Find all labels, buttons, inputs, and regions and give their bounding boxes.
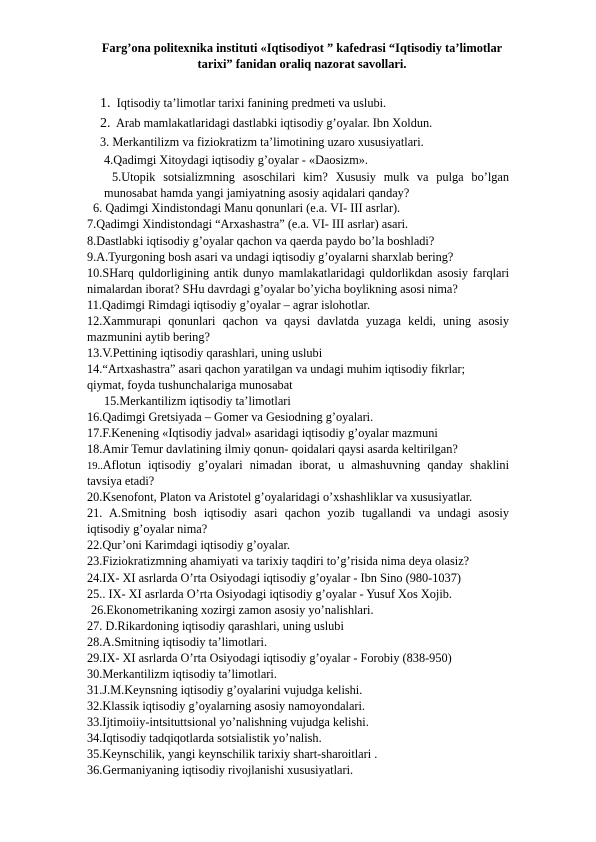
question-text: Arab mamlakatlaridagi dastlabki iqtisodiy g’oyalar. Ibn Xoldun. (115, 116, 433, 130)
question-number: 5. (112, 170, 122, 184)
question-number: 19.. (87, 461, 103, 472)
list-item (87, 265, 509, 281)
question-number: 32. (87, 699, 103, 713)
list-item (87, 489, 472, 505)
list-item (87, 762, 353, 778)
question-number: 20. (87, 490, 103, 504)
list-item (100, 115, 432, 132)
question-number: 18. (87, 442, 103, 456)
question-text-line-2: mazmunini aytib bering? (87, 330, 210, 344)
question-text: J.M.Keynsning iqtisodiy g’oyalarini vujudga kelishi. (102, 683, 363, 697)
list-item (87, 698, 365, 714)
question-number: 9. (87, 250, 97, 264)
list-item (100, 95, 386, 112)
question-text: Qadimgi Gretsiyada – Gomer va Gesiodning g’oyalari. (102, 410, 374, 424)
list-item (87, 409, 373, 425)
question-text: Merkantilizm iqtisodiy ta’limotlari (119, 394, 291, 408)
list-item (112, 169, 509, 185)
question-number: 8. (87, 234, 97, 248)
question-text: Germaniyaning iqtisodiy rivojlanishi xususiyatlari. (102, 763, 354, 777)
list-item (87, 553, 469, 569)
question-text-line-1: Aflotun iqtisodiy g’oyalari nimadan iborat, u almashuvning qanday shaklini (102, 458, 509, 472)
list-item (104, 393, 291, 409)
list-item (87, 216, 408, 232)
question-text: Keynschilik, yangi keynschilik tarixiy shart-sharoitlari . (102, 747, 378, 761)
title-line-2: tarixi” fanidan oraliq nazorat savollari. (197, 57, 407, 71)
list-item (87, 297, 370, 313)
question-number: 22. (87, 538, 103, 552)
list-item (87, 345, 322, 361)
question-text: Iqtisodiy tadqiqotlarda sotsialistik yo’nalish. (102, 731, 322, 745)
question-text: Ekonometrikaning xozirgi zamon asosiy yo’nalishlari. (106, 603, 374, 617)
question-number: 6. (93, 201, 103, 215)
question-text: Merkantilizm va fiziokratizm ta’limotining uzaro xususiyatlari. (112, 135, 424, 149)
question-number: 2. (100, 116, 111, 131)
question-number: 36. (87, 763, 103, 777)
question-text: Ksenofont, Platon va Aristotel g’oyalaridagi o’xshashliklar va xususiyatlar. (102, 490, 473, 504)
question-number: 7. (87, 217, 97, 231)
question-number: 24. (87, 571, 103, 585)
question-number: 10. (87, 266, 103, 280)
title-line-1: Farg’ona politexnika instituti «Iqtisodiyot ” kafedrasi “Iqtisodiy ta’limotlar (101, 41, 503, 55)
question-text: IX- XI asrlarda O’rta Osiyodagi iqtisodiy g’oyalar - Ibn Sino (980-1037) (102, 571, 461, 585)
question-text: Amir Temur davlatining ilmiy qonun- qoidalari qaysi asarda keltirilgan? (102, 442, 458, 456)
question-number: 29. (87, 651, 103, 665)
question-number: 13. (87, 346, 103, 360)
list-item (93, 200, 400, 216)
list-item (87, 666, 277, 682)
list-item (87, 441, 458, 457)
list-item (87, 730, 322, 746)
question-text: Qadimgi Xitoydagi iqtisodiy g’oyalar - «Daosizm». (113, 153, 369, 167)
question-number: 21. (87, 506, 103, 520)
question-number: 30. (87, 667, 103, 681)
question-text-line-1: SHarq quldorligining antik dunyo mamlakatlaridagi quldorlikdan asosiy farqlari (102, 266, 509, 280)
question-text: A.Tyurgoning bosh asari va undagi iqtisodiy g’oyalarni sharxlab bering? (96, 250, 454, 264)
question-text: IX- XI asrlarda O’rta Osiyodagi iqtisodiy g’oyalar - Forobiy (838-950) (102, 651, 452, 665)
list-item (87, 746, 377, 762)
question-text: Qadimgi Rimdagi iqtisodiy g’oyalar – agrar islohotlar. (101, 298, 371, 312)
list-item (87, 233, 434, 249)
question-text: F.Kenening «Iqtisodiy jadval» asaridagi iqtisodiy g’oyalar mazmuni (102, 426, 438, 440)
list-item (87, 361, 465, 377)
list-item (91, 602, 374, 618)
question-text-line-1: “Artxashastra” asari qachon yaratilgan va undagi muhim iqtisodiy fikrlar; (102, 362, 466, 376)
question-number: 23. (87, 554, 103, 568)
list-item (87, 682, 362, 698)
question-number: 3. (100, 135, 110, 149)
question-text-line-2: tavsiya etadi? (87, 474, 155, 488)
question-text: Klassik iqtisodiy g’oyalarning asosiy namoyondalari. (102, 699, 366, 713)
list-item (87, 505, 509, 521)
question-number: 11. (87, 298, 102, 312)
list-item (87, 313, 509, 329)
question-number: 4. (104, 153, 114, 167)
question-number: 15. (104, 394, 120, 408)
list-item (87, 714, 369, 730)
list-item (87, 586, 452, 602)
list-item (104, 152, 368, 168)
question-text: Ijtimoiiy-intsituttsional yo’nalishning vujudga kelishi. (102, 715, 369, 729)
question-number: 35. (87, 747, 103, 761)
document-title (82, 40, 522, 72)
question-text-line-2: munosabat hamda yangi jamiyatning asosiy aqidalari qanday? (104, 186, 410, 200)
list-item (87, 425, 438, 441)
list-item (87, 650, 452, 666)
question-text-line-2: qiymat, foyda tushunchalariga munosabat (87, 378, 293, 392)
question-number: 34. (87, 731, 103, 745)
question-text: A.Smitning iqtisodiy ta’limotlari. (102, 635, 268, 649)
question-number: 25.. (87, 587, 106, 601)
question-text-line-2: nimalardan iborat? SHu davrdagi g’oyalar bo’yicha boylikning asosi nima? (87, 282, 458, 296)
question-number: 26. (91, 603, 107, 617)
question-text: Qadimgi Xindistondagi Manu qonunlari (e.a. VI- III asrlar). (105, 201, 401, 215)
list-item (87, 570, 461, 586)
question-number: 14. (87, 362, 103, 376)
question-number: 17. (87, 426, 103, 440)
question-number: 33. (87, 715, 103, 729)
question-text: Qadimgi Xindistondagi “Arxashastra” (e.a. VI- III asrlar) asari. (96, 217, 409, 231)
question-number: 27. (87, 619, 103, 633)
question-text: D.Rikardoning iqtisodiy qarashlari, uning uslubi (105, 619, 344, 633)
question-number: 28. (87, 635, 103, 649)
question-number: 12. (87, 314, 103, 328)
question-text: Iqtisodiy ta’limotlar tarixi fanining predmeti va uslubi. (116, 96, 387, 110)
question-text: Fiziokratizmning ahamiyati va tarixiy taqdiri to’g’risida nima deya olasiz? (102, 554, 470, 568)
list-item (87, 249, 453, 265)
question-text-line-1: A.Smitning bosh iqtisodiy asari qachon yozib tugallandi va undagi asosiy (109, 506, 509, 520)
question-number: 16. (87, 410, 103, 424)
question-number: 31. (87, 683, 103, 697)
question-text: IX- XI asrlarda O’rta Osiyodagi iqtisodiy g’oyalar - Yusuf Xos Xojib. (108, 587, 452, 601)
question-text: Qur’oni Karimdagi iqtisodiy g’oyalar. (102, 538, 290, 552)
question-text: Merkantilizm iqtisodiy ta’limotlari. (102, 667, 277, 681)
question-text: V.Pettining iqtisodiy qarashlari, uning uslubi (102, 346, 323, 360)
list-item (87, 618, 344, 634)
question-text-line-1: Xammurapi qonunlari qachon va qaysi davlatda yuzaga keldi, uning asosiy (102, 314, 509, 328)
question-number: 1. (100, 96, 111, 111)
question-text-line-2: iqtisodiy g’oyalar nima? (87, 522, 208, 536)
list-item (100, 134, 424, 150)
question-text: Dastlabki iqtisodiy g’oyalar qachon va qaerda paydo bo’la boshladi? (96, 234, 435, 248)
list-item (87, 634, 267, 650)
question-text-line-1: Utopik sotsializmning asoschilari kim? Xususiy mulk va pulga bo’lgan (121, 170, 509, 184)
list-item (87, 537, 290, 553)
